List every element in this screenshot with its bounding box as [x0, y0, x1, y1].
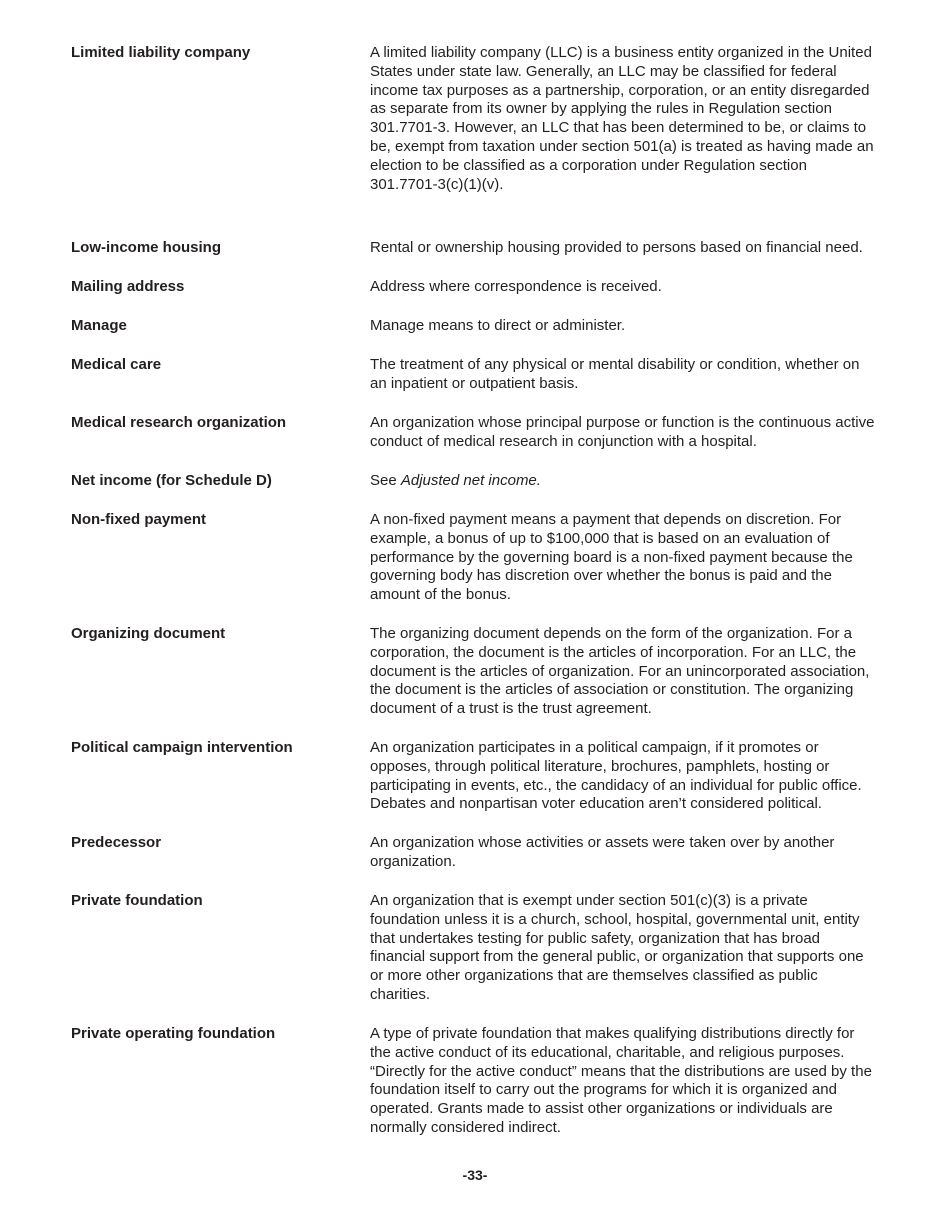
glossary-list: [71, 44, 881, 1139]
glossary-definition: The organizing document depends on the form of the organization. For a corporation, the document is the articles of incorporation. For an LLC, the document is the articles of organization. For an unincorporated association, the document is the articles of association or constitution. The organizing document of a trust is the trust agreement.: [370, 625, 870, 718]
glossary-entry-low-income-housing: [71, 239, 881, 278]
glossary-entry-medical-research-organization: [71, 414, 881, 472]
glossary-term: Medical research organization: [71, 414, 287, 431]
glossary-definition: A limited liability company (LLC) is a business entity organized in the United States under state law. Generally, an LLC may be classified for federal income tax purposes as a partnership, corporation, or an entity disregarded as separate from its owner by applying the rules in Regulation section 301.7701-3. However, an LLC that has been determined to be, or claims to be, exempt from taxation under section 501(a) is treated as having made an election to be classified as a corporation under Regulation section 301.7701-3(c)(1)(v).: [370, 44, 874, 193]
glossary-definition: Address where correspondence is received.: [370, 278, 662, 295]
glossary-definition: An organization participates in a political campaign, if it promotes or opposes, through political literature, brochures, pamphlets, hosting or participating in events, etc., the candidacy of an individual for public office. Debates and nonpartisan voter education aren’t considered political.: [370, 739, 862, 813]
glossary-definition: An organization whose activities or assets were taken over by another organization.: [370, 834, 835, 870]
glossary-entry-private-foundation: [71, 892, 881, 1025]
glossary-term: Manage: [71, 317, 127, 334]
glossary-term: Limited liability company: [71, 44, 251, 61]
glossary-definition: A type of private foundation that makes qualifying distributions directly for the active conduct of its educational, charitable, and religious purposes. “Directly for the active conduct” means that the distributions are used by the foundation itself to carry out the programs for which it is organized and operated. Grants made to assist other organizations or individuals are normally considered indirect.: [370, 1025, 872, 1136]
glossary-term: Medical care: [71, 356, 162, 373]
cross-reference-term: Adjusted net income.: [400, 472, 541, 489]
glossary-term: Low-income housing: [71, 239, 221, 256]
glossary-entry-mailing-address: [71, 278, 881, 317]
glossary-entry-manage: [71, 317, 881, 356]
glossary-entry-limited-liability-company: [71, 44, 881, 239]
glossary-entry-medical-care: [71, 356, 881, 414]
glossary-term: Predecessor: [71, 834, 162, 851]
glossary-entry-predecessor: [71, 834, 881, 892]
glossary-definition: Manage means to direct or administer.: [370, 317, 626, 334]
glossary-term: Organizing document: [71, 625, 226, 642]
glossary-entry-private-operating-foundation: [71, 1025, 881, 1139]
glossary-definition: Rental or ownership housing provided to persons based on financial need.: [370, 239, 863, 256]
definition-text: See: [370, 472, 401, 489]
page-number: -33-: [462, 1167, 488, 1183]
glossary-term: Private foundation: [71, 892, 203, 909]
glossary-entry-net-income-schedule-d: [71, 472, 881, 511]
glossary-definition: The treatment of any physical or mental disability or condition, whether on an inpatient or outpatient basis.: [370, 356, 860, 392]
glossary-term: Private operating foundation: [71, 1025, 276, 1042]
glossary-definition: An organization that is exempt under section 501(c)(3) is a private foundation unless it is a church, school, hospital, governmental unit, entity that undertakes testing for public safety, organization that has broad financial support from the general public, or organization that supports one or more other organizations that are themselves classified as public charities.: [370, 892, 864, 1003]
glossary-term: Political campaign intervention: [71, 739, 293, 756]
glossary-term: Non-fixed payment: [71, 511, 207, 528]
glossary-definition: An organization whose principal purpose or function is the continuous active conduct of medical research in conjunction with a hospital.: [370, 414, 875, 450]
glossary-term: Net income (for Schedule D): [71, 472, 272, 489]
glossary-entry-political-campaign-intervention: [71, 739, 881, 834]
glossary-entry-organizing-document: [71, 625, 881, 739]
glossary-entry-non-fixed-payment: [71, 511, 881, 625]
glossary-term: Mailing address: [71, 278, 185, 295]
glossary-definition: [370, 472, 878, 491]
glossary-definition: A non-fixed payment means a payment that depends on discretion. For example, a bonus of up to $100,000 that is based on an evaluation of performance by the governing board is a non-fixed payment because the governing body has discretion over whether the bonus is paid and the amount of the bonus.: [370, 511, 853, 604]
